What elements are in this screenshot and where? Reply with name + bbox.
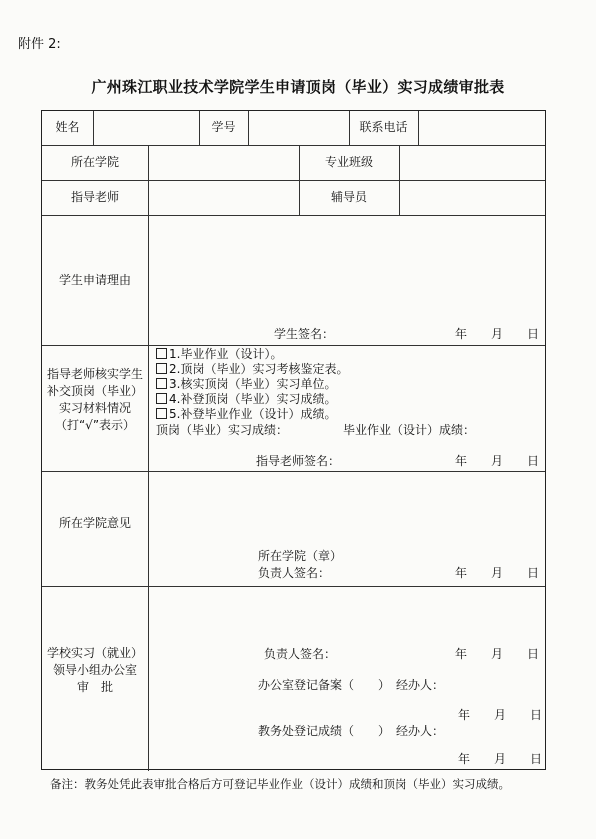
col-divider [418,111,419,145]
office-sign-label: 负责人签名： [264,647,337,661]
row-divider [42,586,545,587]
date-day: 日 [527,566,540,580]
date-month: 月 [494,708,507,722]
row-divider [42,345,545,346]
student-id-label: 学号 [211,120,236,134]
college-opinion-label: 所在学院意见 [58,516,131,530]
date-day: 日 [527,327,540,341]
date-month: 月 [491,647,504,661]
advisor-label: 指导老师 [70,190,119,204]
date-year: 年 [455,566,468,580]
col-divider [93,111,94,145]
checkbox-icon[interactable] [156,363,167,374]
date-year: 年 [455,454,468,468]
verify-item-1[interactable]: 1.毕业作业（设计）。 [156,347,282,362]
row-divider [42,215,545,216]
date-month: 月 [491,327,504,341]
intern-score-label: 顶岗（毕业）实习成绩： [156,423,289,437]
verify-label: 指导老师核实学生 补交顶岗（毕业） 实习材料情况 （打“√”表示） [46,367,143,432]
college-sign-label: 负责人签名： [258,566,331,580]
college-stamp-label: 所在学院（章） [258,549,343,563]
verify-item-4[interactable]: 4.补登顶岗（毕业）实习成绩。 [156,392,336,407]
date-month: 月 [494,752,507,766]
form-title: 广州珠江职业技术学院学生申请顶岗（毕业）实习成绩审批表 [91,78,505,96]
office-record-label: 办公室登记备案（ ） 经办人： [258,678,445,692]
verify-item-5[interactable]: 5.补登毕业作业（设计）成绩。 [156,407,336,422]
counselor-label: 辅导员 [330,190,367,204]
col-divider [399,145,400,215]
advisor-sign-label: 指导老师签名： [256,454,341,468]
verify-item-2[interactable]: 2.顶岗（毕业）实习考核鉴定表。 [156,362,348,377]
date-year: 年 [458,708,471,722]
student-sign-label: 学生签名： [274,327,335,341]
date-year: 年 [458,752,471,766]
checkbox-icon[interactable] [156,348,167,359]
approval-form-table [41,110,546,770]
major-class-label: 专业班级 [324,155,373,169]
checkbox-icon[interactable] [156,393,167,404]
office-label: 学校实习（就业） 领导小组办公室 审 批 [46,646,143,694]
date-day: 日 [530,752,543,766]
reason-label: 学生申请理由 [58,273,131,287]
row-divider [42,145,545,146]
date-day: 日 [530,708,543,722]
date-month: 月 [491,566,504,580]
date-year: 年 [455,327,468,341]
date-day: 日 [527,454,540,468]
design-score-label: 毕业作业（设计）成绩： [343,423,476,437]
col-divider [248,111,249,145]
checkbox-icon[interactable] [156,408,167,419]
footnote: 备注：教务处凭此表审批合格后方可登记毕业作业（设计）成绩和顶岗（毕业）实习成绩。 [50,777,510,791]
row-divider [42,180,545,181]
checkbox-icon[interactable] [156,378,167,389]
academic-register-label: 教务处登记成绩（ ） 经办人： [258,724,445,738]
attachment-label: 附件 2: [18,37,61,52]
label-col-divider [148,145,149,771]
college-label: 所在学院 [70,155,119,169]
date-year: 年 [455,647,468,661]
name-label: 姓名 [55,120,80,134]
row-divider [42,471,545,472]
verify-item-3[interactable]: 3.核实顶岗（毕业）实习单位。 [156,377,336,392]
date-month: 月 [491,454,504,468]
date-day: 日 [527,647,540,661]
phone-label: 联系电话 [359,120,408,134]
